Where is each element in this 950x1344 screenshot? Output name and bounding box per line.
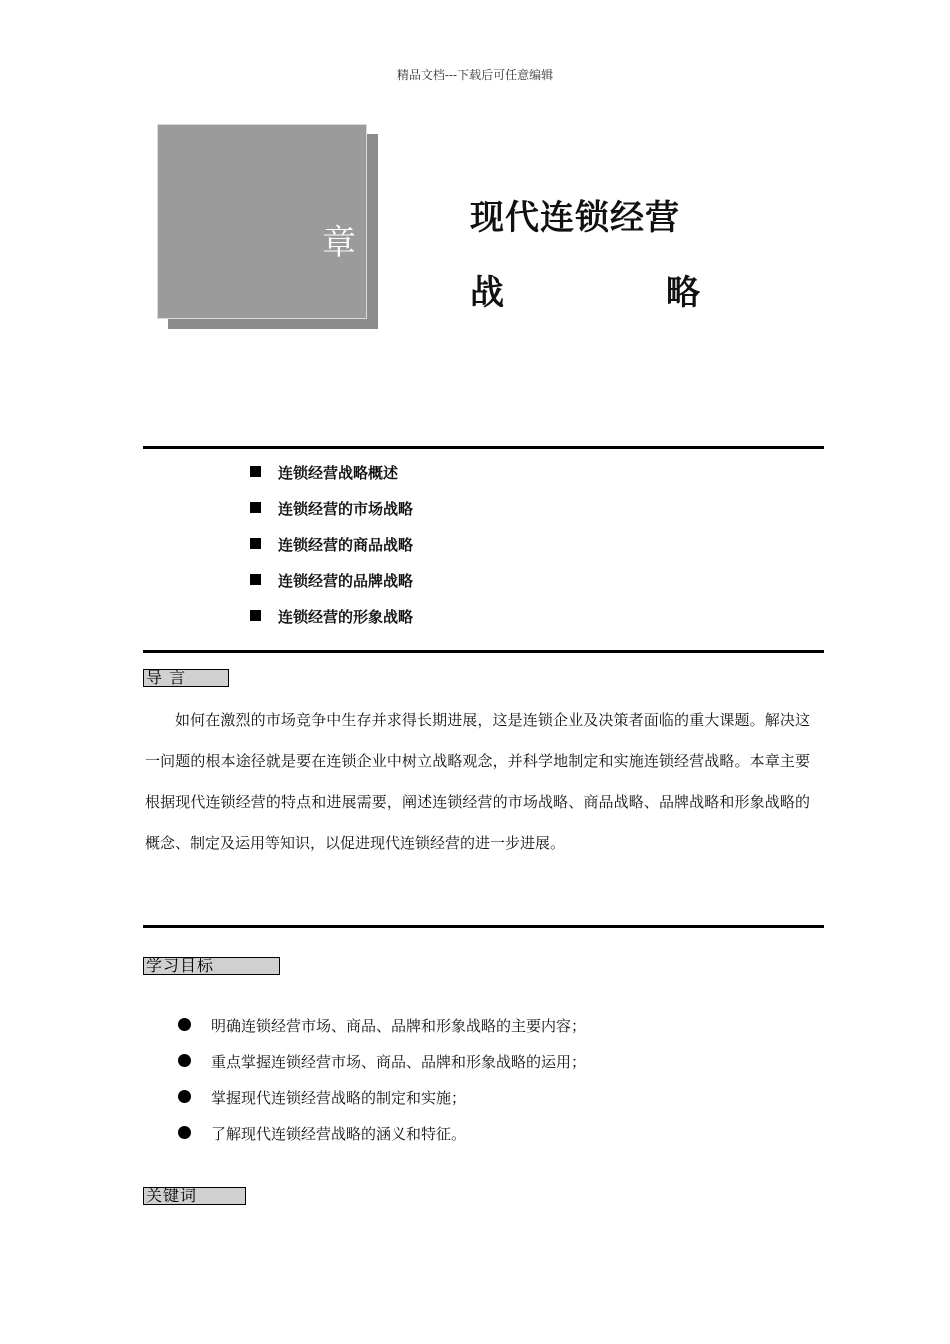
intro-paragraph: 如何在激烈的市场竞争中生存并求得长期进展，这是连锁企业及决策者面临的重大课题。解决这一问题的根本途径就是要在连锁企业中树立战略观念，并科学地制定和实施连锁经营战略。本章主要根据现代连锁经营的特点和进展需要，阐述连锁经营的市场战略、商品战略、品牌战略和形象战略的概念、制定及运用等知识，以促进现代连锁经营的进一步进展。	[145, 711, 810, 852]
toc-item-label: 连锁经营的品牌战略	[278, 572, 414, 590]
square-bullet-icon	[250, 466, 261, 477]
square-bullet-icon	[250, 538, 261, 549]
objective-label: 掌握现代连锁经营战略的制定和实施；	[211, 1089, 467, 1107]
objectives-heading: 学习目标	[143, 957, 280, 975]
objective-label: 了解现代连锁经营战略的涵义和特征。	[211, 1125, 467, 1143]
objective-label: 明确连锁经营市场、商品、品牌和形象战略的主要内容；	[211, 1017, 587, 1035]
list-item	[178, 1051, 586, 1087]
toc-item-label: 连锁经营战略概述	[278, 464, 399, 482]
chapter-title-word-1: 战	[470, 273, 504, 313]
chapter-title-word-2: 略	[666, 273, 700, 313]
intro-heading: 导 言	[143, 669, 229, 687]
chapter-title-line2	[470, 265, 700, 314]
square-bullet-icon	[250, 502, 261, 513]
round-bullet-icon	[178, 1054, 191, 1067]
list-item	[250, 534, 413, 570]
divider-rule-bottom	[143, 925, 824, 928]
toc-item-label: 连锁经营的形象战略	[278, 608, 414, 626]
divider-rule-top	[143, 446, 824, 449]
round-bullet-icon	[178, 1090, 191, 1103]
list-item	[250, 606, 413, 642]
toc-item-label: 连锁经营的商品战略	[278, 536, 414, 554]
list-item	[250, 498, 413, 534]
list-item	[250, 570, 413, 606]
page-header-note: 精品文档---下载后可任意编辑	[396, 68, 554, 82]
list-item	[178, 1015, 586, 1051]
list-item	[178, 1087, 586, 1123]
objective-label: 重点掌握连锁经营市场、商品、品牌和形象战略的运用；	[211, 1053, 587, 1071]
chapter-contents-list	[250, 462, 413, 642]
divider-rule-middle	[143, 650, 824, 653]
square-bullet-icon	[250, 574, 261, 585]
chapter-label: 章	[322, 223, 356, 263]
round-bullet-icon	[178, 1018, 191, 1031]
objectives-list	[178, 1015, 586, 1159]
square-bullet-icon	[250, 610, 261, 621]
keywords-heading: 关键词	[143, 1187, 246, 1205]
toc-item-label: 连锁经营的市场战略	[278, 500, 414, 518]
round-bullet-icon	[178, 1126, 191, 1139]
chapter-box	[157, 124, 367, 319]
chapter-title-line1: 现代连锁经营	[470, 198, 680, 238]
list-item	[250, 462, 413, 498]
list-item	[178, 1123, 586, 1159]
